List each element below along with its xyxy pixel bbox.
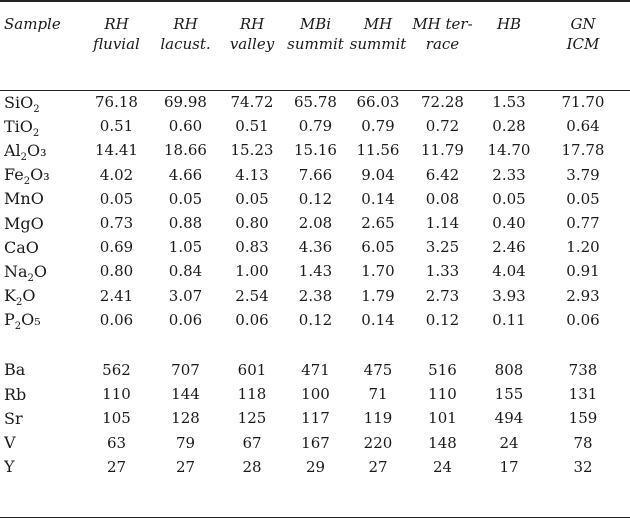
table-cell: 15.16 — [294, 141, 337, 160]
table-cell: 69.98 — [164, 93, 207, 112]
table-cell: 0.51 — [99, 117, 134, 136]
table-cell: 601 — [237, 360, 267, 379]
table-cell: 808 — [494, 360, 524, 379]
table-cell: 18.66 — [164, 141, 207, 160]
table-cell: 0.05 — [235, 189, 269, 208]
column-header-line2: race — [425, 35, 460, 53]
row-label — [4, 211, 82, 235]
table-cell: 27 — [368, 457, 388, 476]
table-cell: 4.13 — [235, 165, 269, 184]
table-cell: 76.18 — [95, 93, 138, 112]
table-cell: 4.66 — [168, 165, 203, 184]
table-cell: 15.23 — [230, 141, 274, 160]
column-header-line2: summit — [287, 35, 344, 53]
column-header-line1: GN — [570, 15, 596, 33]
column-header-line1: HB — [496, 15, 522, 33]
table-cell: 6.05 — [361, 238, 395, 257]
table-cell: 0.88 — [168, 214, 203, 233]
table-cell: 128 — [171, 409, 200, 428]
table-cell: 562 — [102, 360, 131, 379]
table-cell: 71.70 — [561, 93, 605, 112]
oxide-label-base: CaO — [4, 237, 39, 257]
oxide-label-subscript: 2 — [23, 176, 31, 187]
sample-header — [4, 14, 82, 90]
oxide-label-base: MgO — [4, 213, 44, 233]
header-row — [4, 14, 624, 90]
column-header-line2: fluvial — [93, 35, 140, 53]
table-cell: 494 — [494, 409, 524, 428]
top-rule — [0, 0, 630, 2]
table-cell: 3.93 — [492, 286, 526, 305]
table-cell: 471 — [301, 360, 330, 379]
table-cell: 2.65 — [361, 214, 395, 233]
table-cell: 125 — [237, 409, 267, 428]
column-header — [82, 14, 151, 90]
table-cell: 3.25 — [425, 238, 460, 257]
table-cell: 65.78 — [294, 93, 337, 112]
sample-header-label: Sample — [4, 15, 61, 33]
table-cell: 3.79 — [566, 165, 600, 184]
oxide-label-base: Al — [4, 140, 21, 160]
table-cell: 220 — [363, 433, 393, 452]
row-spacer — [4, 332, 624, 358]
oxide-label-subscript: 2 — [27, 272, 34, 284]
table-cell: 0.51 — [235, 117, 269, 136]
table-cell: 0.80 — [99, 262, 134, 281]
table-cell: 110 — [428, 385, 457, 404]
table-cell: 24 — [432, 457, 453, 476]
table-cell: 0.05 — [99, 189, 134, 208]
table-cell: 105 — [102, 409, 131, 428]
row-label — [4, 308, 82, 332]
oxide-label-suffix: O₅ — [21, 310, 41, 330]
oxide-label-suffix: O₃ — [30, 165, 50, 185]
table-cell: 4.04 — [492, 262, 526, 281]
table-cell: 11.56 — [356, 141, 400, 160]
table-cell: 78 — [573, 433, 593, 452]
table-cell: 0.06 — [235, 310, 269, 329]
column-header — [409, 14, 476, 90]
table-cell: 2.33 — [492, 165, 526, 184]
table-row — [4, 308, 624, 332]
table-cell: 0.28 — [492, 117, 526, 136]
table-cell: 29 — [305, 457, 326, 476]
row-label — [4, 284, 82, 308]
table-row — [4, 235, 624, 259]
table-cell: 110 — [102, 385, 131, 404]
table-cell: 1.00 — [235, 262, 269, 281]
row-label: Y — [4, 457, 15, 477]
table-row — [4, 406, 624, 430]
table-body — [4, 90, 624, 479]
oxide-label-subscript: 2 — [15, 297, 23, 308]
table-cell: 0.64 — [566, 117, 600, 136]
row-label — [4, 138, 82, 162]
table-cell: 63 — [106, 433, 127, 452]
column-header — [220, 14, 284, 90]
table-cell: 0.79 — [298, 117, 333, 136]
column-header-line2: summit — [349, 35, 407, 53]
oxide-label-base: P — [4, 310, 15, 330]
table-cell: 0.12 — [298, 310, 333, 329]
table-row — [4, 211, 624, 235]
row-label — [4, 235, 82, 259]
table-cell: 24 — [499, 433, 519, 452]
table-cell: 738 — [568, 360, 598, 379]
column-header-line2: lacust. — [160, 35, 211, 53]
oxide-label-subscript: 2 — [14, 321, 22, 332]
oxide-label-subscript: 2 — [32, 127, 40, 139]
row-label: V — [4, 433, 16, 453]
table-cell: 11.79 — [421, 141, 464, 160]
oxide-label-suffix: O — [33, 261, 48, 281]
oxide-label-base: K — [4, 286, 16, 306]
table-cell: 0.12 — [298, 189, 333, 208]
spacer-cell — [4, 332, 624, 358]
table-cell: 0.05 — [168, 189, 203, 208]
table-cell: 0.60 — [168, 117, 203, 136]
table-cell: 66.03 — [356, 93, 400, 112]
table-cell: 2.41 — [99, 286, 134, 305]
oxide-label-subscript: 2 — [20, 151, 28, 163]
table-cell: 2.38 — [298, 286, 333, 305]
table-cell: 0.40 — [492, 214, 526, 233]
table-cell: 27 — [106, 457, 127, 476]
column-header-line2: ICM — [566, 35, 600, 53]
column-header — [347, 14, 409, 90]
table-cell: 1.33 — [425, 262, 460, 281]
table-cell: 17 — [499, 457, 519, 476]
column-header-line2: valley — [229, 35, 275, 53]
table-cell: 100 — [301, 385, 330, 404]
table-cell: 4.36 — [298, 238, 333, 257]
row-label — [4, 259, 82, 283]
row-label — [4, 114, 82, 138]
table-row — [4, 259, 624, 283]
oxide-label-suffix: O₃ — [27, 140, 47, 160]
table-cell: 2.08 — [298, 214, 333, 233]
table-cell: 0.06 — [168, 310, 203, 329]
table-cell: 2.54 — [235, 286, 269, 305]
oxide-label-suffix: O — [22, 286, 36, 306]
table-cell: 72.28 — [421, 93, 464, 112]
table-cell: 0.91 — [566, 262, 600, 281]
table-cell: 119 — [363, 409, 393, 428]
oxide-label-base: Fe — [4, 165, 24, 185]
oxide-label-base: Na — [4, 261, 28, 281]
table-row — [4, 430, 624, 454]
table-cell: 1.70 — [361, 262, 395, 281]
table-row — [4, 382, 624, 406]
table-row — [4, 90, 624, 114]
table-cell: 67 — [242, 433, 262, 452]
table-cell: 144 — [171, 385, 200, 404]
table-cell: 475 — [363, 360, 393, 379]
table-row — [4, 187, 624, 211]
table-cell: 1.53 — [492, 93, 526, 112]
table-cell: 14.41 — [95, 141, 138, 160]
table-cell: 7.66 — [298, 165, 333, 184]
oxide-label-base: TiO — [4, 116, 33, 136]
oxide-label-base: SiO — [4, 92, 34, 112]
row-label: Ba — [4, 360, 26, 380]
table-cell: 6.42 — [425, 165, 460, 184]
table-cell: 79 — [175, 433, 196, 452]
table-cell: 0.08 — [425, 189, 460, 208]
table-cell: 0.14 — [361, 189, 395, 208]
table-cell: 28 — [242, 457, 262, 476]
column-header-line1: MH — [363, 15, 393, 33]
table-cell: 167 — [301, 433, 330, 452]
table-cell: 2.73 — [425, 286, 460, 305]
column-header-line1: MBi — [299, 15, 332, 33]
table-row — [4, 163, 624, 187]
column-header — [542, 14, 624, 90]
column-header-line1: RH — [173, 15, 198, 33]
table-cell: 0.77 — [566, 214, 600, 233]
table-cell: 0.11 — [492, 310, 526, 329]
table-cell: 707 — [171, 360, 200, 379]
table-cell: 4.02 — [99, 165, 134, 184]
table-cell: 118 — [237, 385, 267, 404]
table-row — [4, 358, 624, 382]
table-cell: 71 — [368, 385, 388, 404]
table-cell: 1.20 — [566, 238, 600, 257]
column-header — [151, 14, 220, 90]
table-row — [4, 114, 624, 138]
column-header — [284, 14, 347, 90]
table-cell: 0.05 — [492, 189, 526, 208]
table-cell: 2.93 — [566, 286, 600, 305]
table-cell: 159 — [568, 409, 598, 428]
table-cell: 1.79 — [361, 286, 395, 305]
row-label: Sr — [4, 408, 23, 428]
column-header — [476, 14, 542, 90]
table-cell: 17.78 — [561, 141, 605, 160]
table-cell: 1.05 — [168, 238, 203, 257]
table-cell: 155 — [494, 385, 524, 404]
table-cell: 0.06 — [99, 310, 134, 329]
column-header-line1: RH — [104, 15, 129, 33]
geochemistry-table — [4, 14, 624, 479]
table-cell: 9.04 — [361, 165, 395, 184]
row-label — [4, 163, 82, 187]
table-cell: 131 — [568, 385, 598, 404]
row-label — [4, 90, 82, 114]
table-cell: 0.06 — [566, 310, 600, 329]
row-label — [4, 187, 82, 211]
table-cell: 27 — [175, 457, 196, 476]
table-cell: 516 — [428, 360, 457, 379]
table-cell: 14.70 — [487, 141, 531, 160]
table-cell: 0.73 — [99, 214, 134, 233]
table-cell: 1.14 — [425, 214, 460, 233]
table-cell: 0.79 — [361, 117, 395, 136]
table-cell: 3.07 — [168, 286, 203, 305]
table-cell: 0.14 — [361, 310, 395, 329]
bottom-rule — [0, 517, 630, 518]
table-cell: 74.72 — [230, 93, 274, 112]
table-cell: 0.84 — [168, 262, 203, 281]
oxide-label-base: MnO — [4, 189, 44, 209]
table-cell: 2.46 — [492, 238, 526, 257]
table-cell: 32 — [573, 457, 593, 476]
column-header-line1: RH — [239, 15, 265, 33]
table-row — [4, 138, 624, 162]
table-cell: 148 — [428, 433, 457, 452]
oxide-label-subscript: 2 — [33, 103, 40, 115]
table-row — [4, 284, 624, 308]
table-cell: 0.12 — [425, 310, 460, 329]
table-cell: 0.69 — [99, 238, 134, 257]
column-header-line1: MH ter- — [412, 15, 473, 33]
table-cell: 0.05 — [566, 189, 600, 208]
row-label: Rb — [4, 384, 27, 404]
table-cell: 0.83 — [235, 238, 269, 257]
table-cell: 117 — [301, 409, 330, 428]
table-cell: 1.43 — [298, 262, 333, 281]
table-cell: 0.72 — [425, 117, 460, 136]
table-cell: 101 — [428, 409, 457, 428]
table-row — [4, 455, 624, 479]
table-cell: 0.80 — [235, 214, 269, 233]
